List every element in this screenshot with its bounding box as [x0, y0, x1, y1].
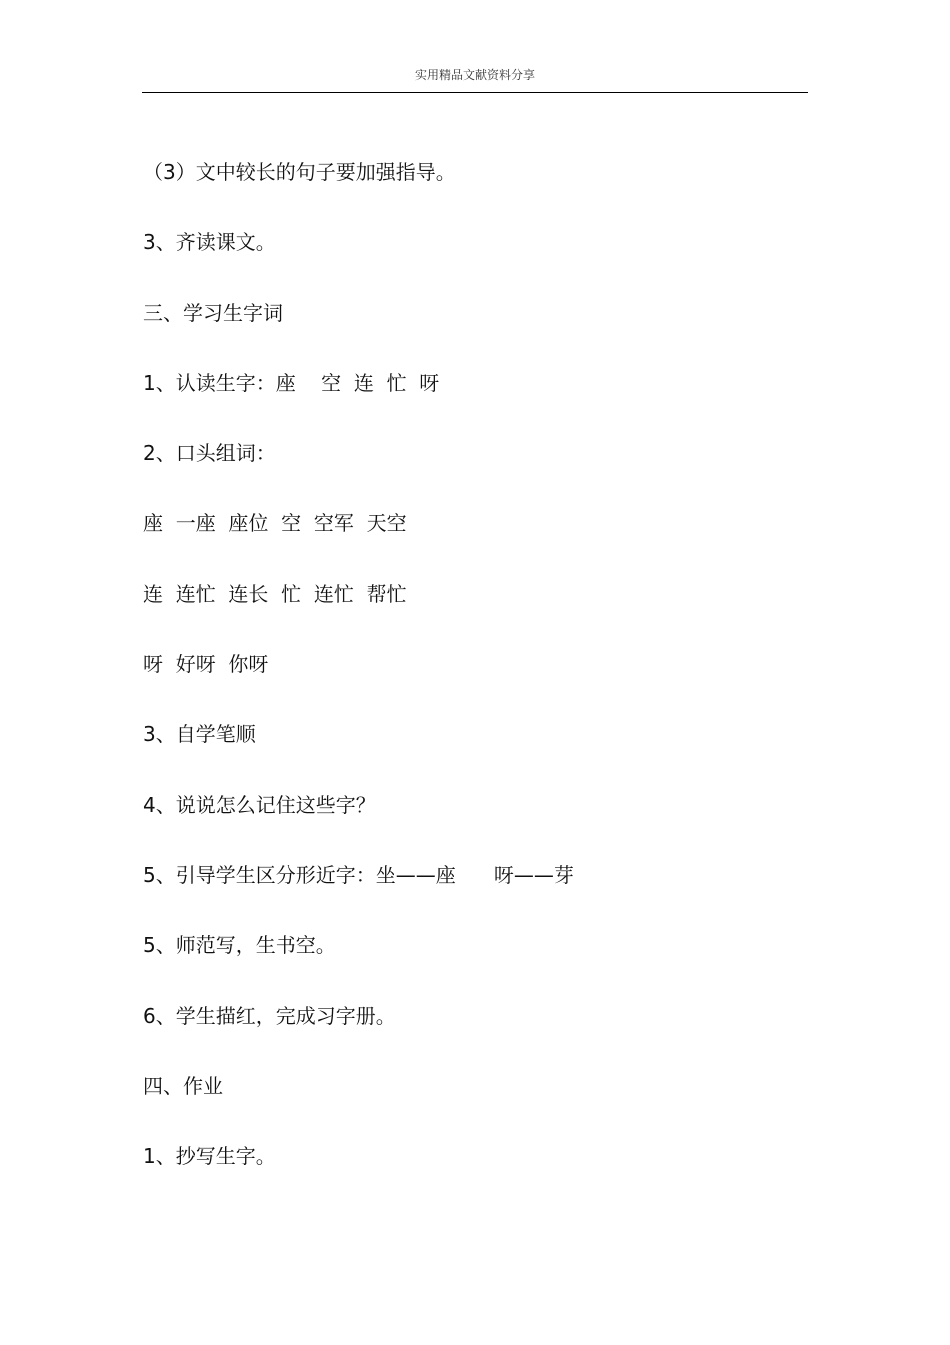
text-line-copy-characters: 1、抄写生字。	[143, 1144, 276, 1169]
text-line-read-aloud: 3、齐读课文。	[143, 230, 276, 255]
text-line-guidance: （3）文中较长的句子要加强指导。	[143, 160, 456, 184]
text-line-words-zuo-kong: 座 一座 座位 空 空军 天空	[143, 511, 407, 536]
text-line-teacher-writes: 5、师范写，生书空。	[143, 933, 336, 958]
header-title: 实用精品文献资料分享	[414, 68, 535, 82]
text-line-oral-words: 2、口头组词：	[143, 441, 276, 466]
section-heading-vocabulary: 三、学习生字词	[143, 300, 283, 325]
text-line-memorize: 4、说说怎么记住这些字？	[143, 792, 376, 817]
text-line-tracing: 6、学生描红，完成习字册。	[143, 1003, 396, 1028]
page-header	[142, 66, 808, 93]
text-line-stroke-order: 3、自学笔顺	[143, 722, 256, 747]
section-heading-homework: 四、作业	[143, 1073, 223, 1098]
text-line-words-lian-mang: 连 连忙 连长 忙 连忙 帮忙	[143, 581, 407, 606]
text-line-similar-characters: 5、引导学生区分形近字：坐——座 呀——芽	[143, 862, 574, 887]
text-line-recognize-characters: 1、认读生字：座 空 连 忙 呀	[143, 370, 440, 395]
document-body	[143, 150, 808, 1204]
text-line-words-ya: 呀 好呀 你呀	[143, 652, 269, 677]
